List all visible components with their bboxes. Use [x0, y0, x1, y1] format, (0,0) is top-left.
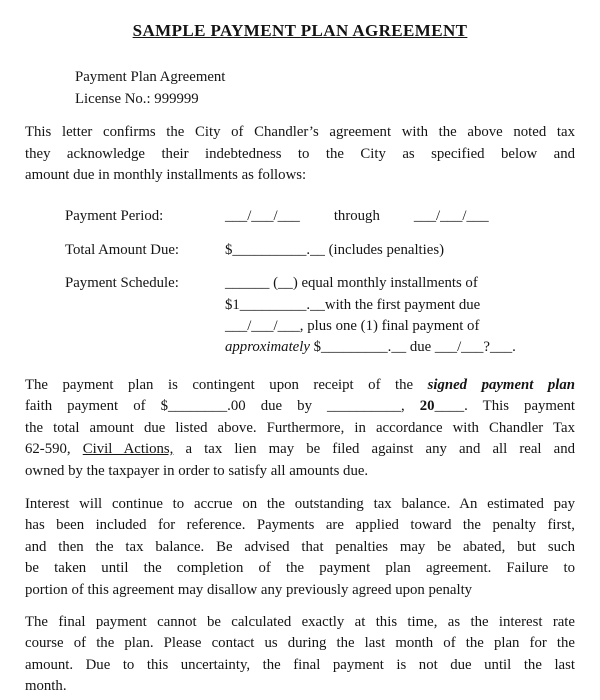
interest-line-4: be taken until the completion of the payment plan agreement. Failure to [25, 560, 575, 577]
schedule-line-2: $1_________.__with the first payment due [225, 296, 481, 313]
final-line-3: amount. Due to this uncertainty, the final payment is not due until the last [25, 656, 575, 673]
period-start-blank: ___/___/___ [225, 208, 300, 225]
plan-line-2-text: faith payment of $________.00 due by __________, [25, 398, 420, 415]
final-line-4: month. [25, 678, 67, 695]
plan-line-4 [25, 439, 575, 460]
schedule-line-1: ______ (__) equal monthly installments of [225, 275, 478, 292]
payment-period-row [65, 206, 575, 227]
schedule-line-4-rest: $_________.__ due ___/___?___. [309, 339, 516, 356]
total-amount-label: Total Amount Due: [65, 241, 180, 258]
plan-line-2-rest: ____. This payment [434, 398, 575, 415]
schedule-line-4 [225, 337, 575, 358]
interest-line-3: and then the tax balance. Be advised that penalties may be abated, but such [25, 538, 575, 555]
agreement-heading: Payment Plan Agreement [75, 69, 226, 86]
header-block [75, 67, 575, 110]
payment-schedule-value [225, 273, 575, 359]
intro-line-3: amount due in monthly installments as follows: [25, 167, 307, 184]
period-end-blank: ___/___/___ [413, 208, 489, 225]
payment-terms-section [65, 206, 575, 358]
total-amount-row [65, 240, 575, 261]
plan-line-5: owned by the taxpayer in order to satisfy all amounts due. [25, 462, 369, 479]
approximately-italic: approximately [225, 339, 310, 356]
plan-line-1-text: The payment plan is contingent upon receipt of the [25, 376, 428, 393]
civil-actions-underline: Civil Actions, [82, 441, 174, 458]
payment-period-label: Payment Period: [65, 208, 164, 225]
plan-line-3: the total amount due listed above. Furthermore, in accordance with Chandler Tax [25, 419, 575, 436]
total-amount-value: $__________.__ (includes penalties) [225, 241, 445, 258]
final-line-1: The final payment cannot be calculated exactly at this time, as the interest rate [25, 613, 575, 630]
signed-payment-plan-emphasis: signed payment plan [427, 376, 575, 393]
payment-period-value [225, 206, 575, 227]
plan-conditions-paragraph [25, 375, 575, 482]
interest-line-5: portion of this agreement may disallow any previously agreed upon penalty [25, 581, 473, 598]
schedule-line-3: ___/___/___, plus one (1) final payment of [225, 318, 480, 335]
code-reference: 62-590, [25, 441, 83, 458]
interest-line-1: Interest will continue to accrue on the outstanding tax balance. An estimated pay [25, 495, 575, 512]
license-number: License No.: 999999 [75, 90, 199, 107]
payment-schedule-label: Payment Schedule: [65, 275, 179, 292]
plan-line-1 [25, 375, 575, 396]
through-label: through [333, 208, 380, 225]
intro-line-2: they acknowledge their indebtedness to the City as specified below and [25, 145, 575, 162]
final-payment-paragraph [25, 612, 575, 698]
payment-schedule-row [65, 273, 575, 359]
plan-line-2 [25, 396, 575, 417]
final-line-2: course of the plan. Please contact us during the last month of the plan for the [25, 635, 575, 652]
interest-paragraph [25, 494, 575, 601]
document-title: SAMPLE PAYMENT PLAN AGREEMENT [132, 21, 468, 40]
interest-line-2: has been included for reference. Payments are applied toward the penalty first, [25, 517, 575, 534]
plan-line-4-rest: a tax lien may be filed against any and all real and [173, 441, 575, 458]
intro-paragraph [25, 122, 575, 186]
year-bold: 20 [419, 398, 435, 415]
intro-line-1: This letter confirms the City of Chandler’s agreement with the above noted tax [25, 124, 575, 141]
